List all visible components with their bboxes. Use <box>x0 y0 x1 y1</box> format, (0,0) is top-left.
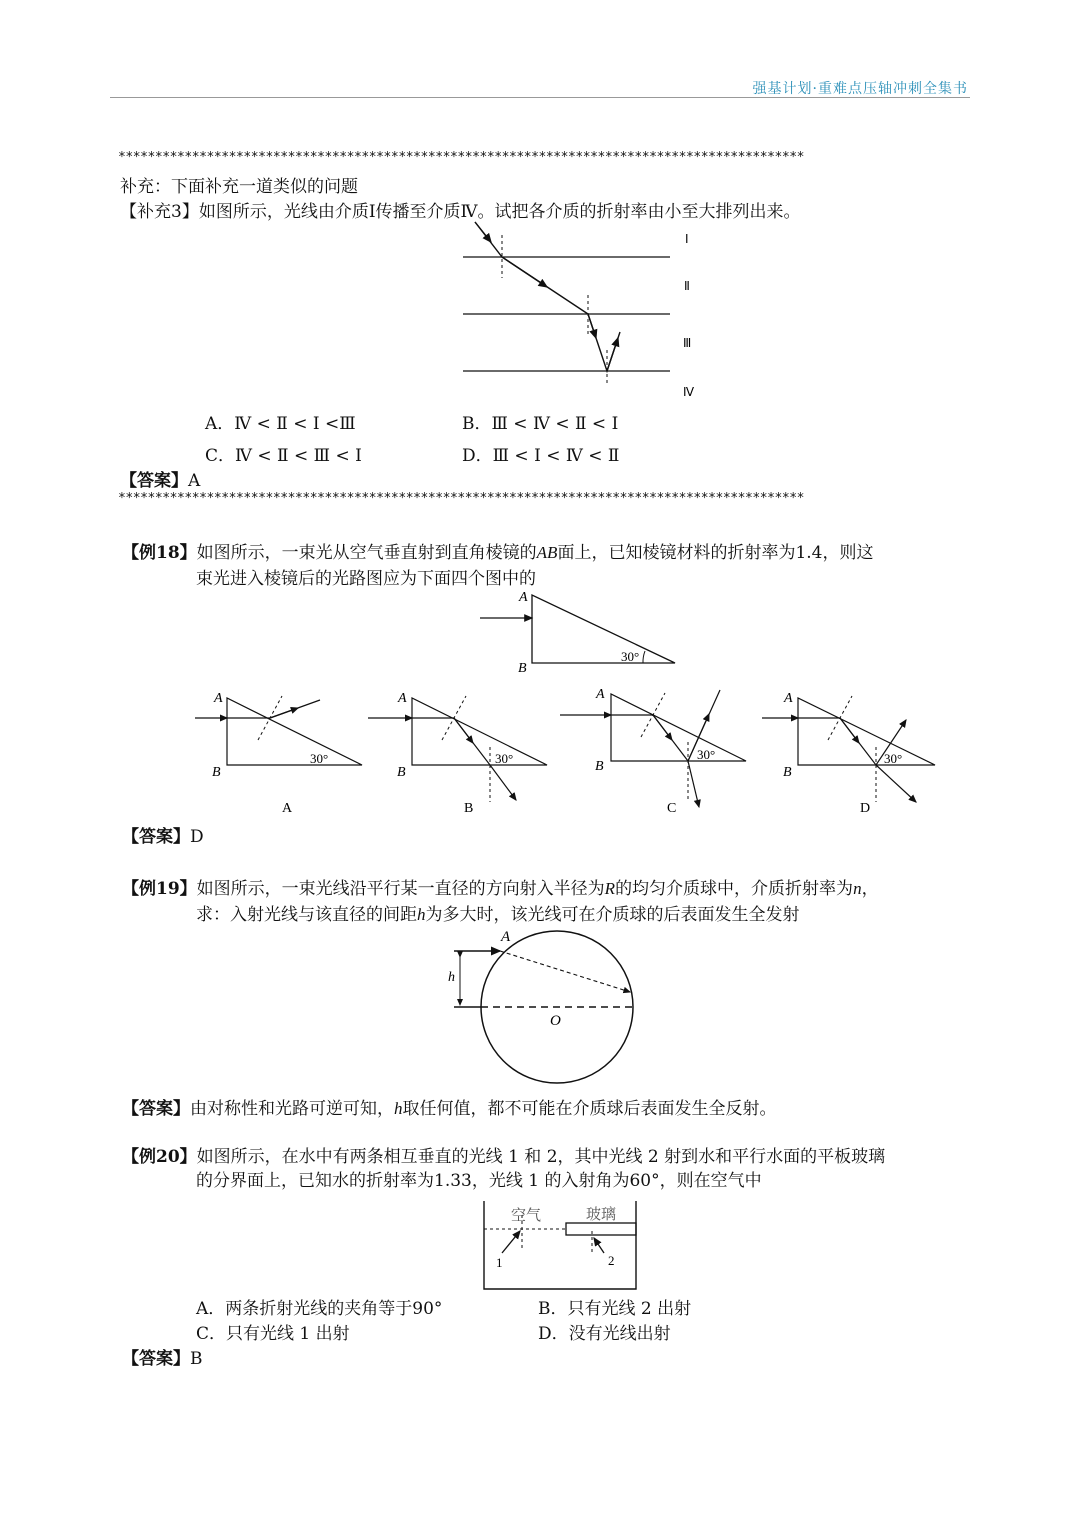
ex19-line2 <box>196 900 800 925</box>
option-d-vertex-a: A <box>784 691 793 706</box>
supplement-question-text: 如图所示，光线由介质Ⅰ传播至介质Ⅳ。试把各介质的折射率由小至大排列出来。 <box>198 202 801 222</box>
medium-label-1: Ⅰ <box>685 232 689 246</box>
ray-2 <box>594 1238 604 1253</box>
separator-top: ********************************************************************************************* <box>118 150 805 165</box>
ex19-text-e: 为多大时，该光线可在介质球的后表面发生全发射 <box>425 905 800 925</box>
option-b-angle: 30° <box>495 751 514 766</box>
supplement-option-a: A．Ⅳ < Ⅱ < Ⅰ <Ⅲ <box>205 414 356 434</box>
answer-value: D <box>190 827 204 847</box>
ex18-answer <box>122 822 204 847</box>
center-label: O <box>550 1013 561 1029</box>
ex20-line1 <box>122 1142 885 1167</box>
ray2-label: 2 <box>608 1253 615 1268</box>
supplement-answer <box>120 466 200 491</box>
ex19-var-h: h <box>417 905 426 924</box>
vertex-b: B <box>518 661 527 675</box>
ex18-tag: 【例18】 <box>122 543 197 563</box>
prism-option-a <box>195 691 362 816</box>
option-d-vertex-b: B <box>783 765 792 780</box>
option-b-vertex-a: A <box>398 691 407 706</box>
ex19-text-b: 的均匀介质球中，介质折射率为 <box>615 879 854 899</box>
arrow-incident <box>475 222 491 242</box>
prism-main-figure <box>475 585 685 675</box>
angle-label: 30° <box>621 649 640 664</box>
prism-option-d <box>762 691 935 816</box>
light-path <box>475 222 620 371</box>
ex20-option-b: B．只有光线 2 出射 <box>538 1299 692 1319</box>
medium-label-3: Ⅲ <box>683 336 692 350</box>
ex20-option-a: A．两条折射光线的夹角等于90° <box>196 1299 443 1319</box>
ray1-label: 1 <box>496 1255 503 1270</box>
ex18-line2: 束光进入棱镜后的光路图应为下面四个图中的 <box>196 569 536 589</box>
ex19-line1 <box>122 874 879 899</box>
angle-arc <box>643 651 645 663</box>
glass-plate <box>566 1223 636 1235</box>
separator-bottom: ********************************************************************************************* <box>118 491 805 506</box>
ex19-text-a: 如图所示，一束光线沿平行某一直径的方向射入半径为 <box>196 879 605 899</box>
ex19-var-r: R <box>604 879 616 898</box>
option-a-angle: 30° <box>310 751 329 766</box>
refracted-ray <box>500 951 630 992</box>
supplement-option-b: B．Ⅲ < Ⅳ < Ⅱ < Ⅰ <box>462 414 619 434</box>
air-label: 空气 <box>511 1206 542 1224</box>
ex19-text-c: ， <box>861 879 879 899</box>
refraction-layers-figure <box>455 220 705 405</box>
prism-options-figure <box>190 682 960 817</box>
option-c-caption: C <box>667 801 677 816</box>
option-a-vertex-b: B <box>212 765 221 780</box>
option-a-caption: A <box>282 801 293 816</box>
ray-1 <box>502 1231 520 1253</box>
ex20-answer <box>122 1344 203 1369</box>
option-c-angle: 30° <box>697 747 716 762</box>
ex19-answer-var: h <box>394 1099 403 1118</box>
option-b-vertex-b: B <box>397 765 406 780</box>
supplement-tag: 【补充3】 <box>120 202 199 222</box>
ex20-text-a: 如图所示，在水中有两条相互垂直的光线 1 和 2，其中光线 2 射到水和平行水面的平板玻璃 <box>196 1147 886 1167</box>
ex19-tag: 【例19】 <box>122 879 197 899</box>
ex19-answer <box>122 1094 777 1119</box>
supplement-option-d: D．Ⅲ < Ⅰ < Ⅳ < Ⅱ <box>462 446 620 466</box>
arrow-layer2 <box>502 257 547 287</box>
answer-tag: 【答案】 <box>120 471 188 491</box>
ex18-text-a: 如图所示，一束光从空气垂直射到直角棱镜的 <box>196 543 537 563</box>
point-a-label: A <box>501 929 511 945</box>
ex19-answer-b: 取任何值，都不可能在介质球后表面发生全反射。 <box>402 1099 777 1119</box>
ex19-answer-a: 由对称性和光路可逆可知， <box>190 1099 394 1119</box>
prism-triangle <box>532 595 675 663</box>
glass-label: 玻璃 <box>586 1205 617 1223</box>
prism-option-c <box>560 687 746 816</box>
option-b-caption: B <box>464 801 474 816</box>
option-d-angle: 30° <box>884 751 903 766</box>
vertex-a: A <box>519 590 528 605</box>
prism-option-b <box>368 691 547 816</box>
sphere-figure <box>440 925 650 1090</box>
ex20-option-c: C．只有光线 1 出射 <box>196 1324 350 1344</box>
height-label: h <box>448 970 455 985</box>
option-a-vertex-a: A <box>214 691 223 706</box>
arrow-layer3 <box>588 314 596 338</box>
ex18-text-b: 面上，已知棱镜材料的折射率为1.4，则这 <box>557 543 874 563</box>
option-c-vertex-b: B <box>595 759 604 774</box>
supplement-question <box>120 197 801 222</box>
answer-tag: 【答案】 <box>122 827 190 847</box>
ex19-var-n: n <box>853 879 862 898</box>
ex20-tag: 【例20】 <box>122 1147 197 1167</box>
answer-value: B <box>190 1349 203 1369</box>
header-title: 强基计划·重难点压轴冲刺全集书 <box>752 81 968 97</box>
ex20-option-d: D．没有光线出射 <box>538 1324 671 1344</box>
ex18-var-ab: AB <box>536 543 558 562</box>
medium-label-4: Ⅳ <box>683 385 695 399</box>
answer-tag: 【答案】 <box>122 1099 190 1119</box>
answer-tag: 【答案】 <box>122 1349 190 1369</box>
water-glass-figure <box>478 1193 643 1293</box>
answer-value: A <box>188 471 201 491</box>
medium-label-2: Ⅱ <box>684 279 690 293</box>
header-divider <box>110 97 970 98</box>
ex18-line1 <box>122 538 874 563</box>
option-c-vertex-a: A <box>596 687 605 702</box>
option-d-caption: D <box>860 801 871 816</box>
supplement-option-c: C．Ⅳ < Ⅱ < Ⅲ < Ⅰ <box>205 446 362 466</box>
supplement-intro: 补充：下面补充一道类似的问题 <box>120 177 358 197</box>
ex19-text-d: 求：入射光线与该直径的间距 <box>196 905 417 925</box>
ex20-line2: 的分界面上，已知水的折射率为1.33，光线 1 的入射角为60°，则在空气中 <box>196 1171 762 1191</box>
arrow-reflected <box>607 338 618 371</box>
